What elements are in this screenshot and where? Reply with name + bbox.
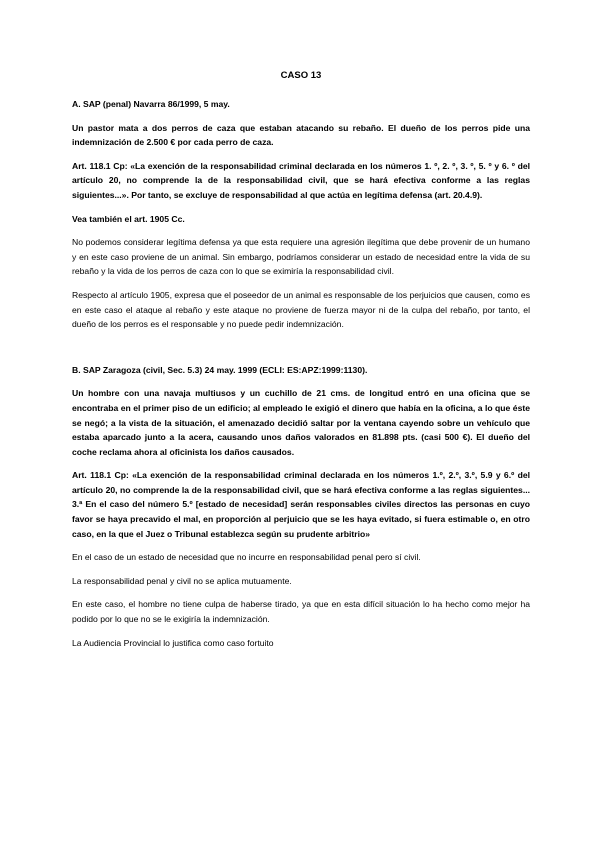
document-page [72, 70, 530, 659]
section-b-paragraph-2: La responsabilidad penal y civil no se aplica mutuamente. [72, 575, 292, 586]
section-b-paragraph-1: En el caso de un estado de necesidad que no incurre en responsabilidad penal pero sí civil. [72, 552, 421, 563]
section-a-see-also: Vea también el art. 1905 Cc. [72, 213, 185, 224]
section-b-paragraph-3: En este caso, el hombre no tiene culpa de haberse tirado, ya que en esta difícil situación lo ha hecho como mejor ha podido por lo que no se le exigiría la indemnización. [72, 599, 530, 625]
section-a-heading: A. SAP (penal) Navarra 86/1999, 5 may. [72, 99, 230, 109]
section-a-paragraph-2: Respecto al artículo 1905, expresa que el poseedor de un animal es responsable de los perjuicios que causen, como es en este caso el ataque al rebaño y este ataque no proviene de fuerza mayor ni de la culpa del rebaño, por tanto, el dueño de los perros es el responsable y no puede pedir indemnización. [72, 289, 530, 330]
section-a-paragraph-1: No podemos considerar legítima defensa ya que esta requiere una agresión ilegítima que debe provenir de un humano y en este caso proviene de un animal. Sin embargo, podríamos considerar un estado de necesidad entre la vida de su rebaño y la vida de los perros de caza con lo que se eximiría la responsabilidad civil. [72, 237, 530, 277]
section-b-heading: B. SAP Zaragoza (civil, Sec. 5.3) 24 may. 1999 (ECLI: ES:APZ:1999:1130). [72, 364, 368, 375]
section-a-article: Art. 118.1 Cp: «La exención de la responsabilidad criminal declarada en los números 1. º, 2. º, 3. º, 5. º y 6. º del artículo 20, no comprende la de la responsabilidad civil, que se hará efectiva conforme a las reglas siguientes...». Por tanto, se excluye de responsabilidad al que actúa en legítima defensa (art. 20.4.9). [72, 160, 530, 200]
section-a-facts: Un pastor mata a dos perros de caza que estaban atacando su rebaño. El dueño de los perros pide una indemnización de 2.500 € por cada perro de caza. [72, 122, 530, 148]
section-b-article: Art. 118.1 Cp: «La exención de la responsabilidad criminal declarada en los números 1.º, 2.º, 3.º, 5.9 y 6.º del artículo 20, no comprende la de la responsabilidad civil, que se hará efectiva conforme a las reglas siguientes... 3.ª En el caso del número 5.º [estado de necesidad] serán responsables civiles directos las personas en cuyo favor se haya precavido el mal, en proporción al perjuicio que se les haya evitado, si fuera estimable o, en otro caso, en la que el Juez o Tribunal establezca según su prudente arbitrio» [72, 470, 530, 539]
section-spacer [72, 341, 530, 363]
section-b-paragraph-4: La Audiencia Provincial lo justifica como caso fortuito [72, 637, 274, 648]
section-b-facts: Un hombre con una navaja multiusos y un cuchillo de 21 cms. de longitud entró en una oficina que se encontraba en el primer piso de un edificio; al empleado le exigió el dinero que había en la oficina, a lo que éste se negó; a la vista de la situación, el amenazado decidió saltar por la ventana cayendo sobre un vehículo que estaba aparcado junto a la acera, causando unos daños valorados en 81.898 pts. (casi 500 €). El dueño del coche reclama ahora al oficinista los daños causados. [72, 388, 530, 457]
page-title: CASO 13 [280, 70, 322, 81]
